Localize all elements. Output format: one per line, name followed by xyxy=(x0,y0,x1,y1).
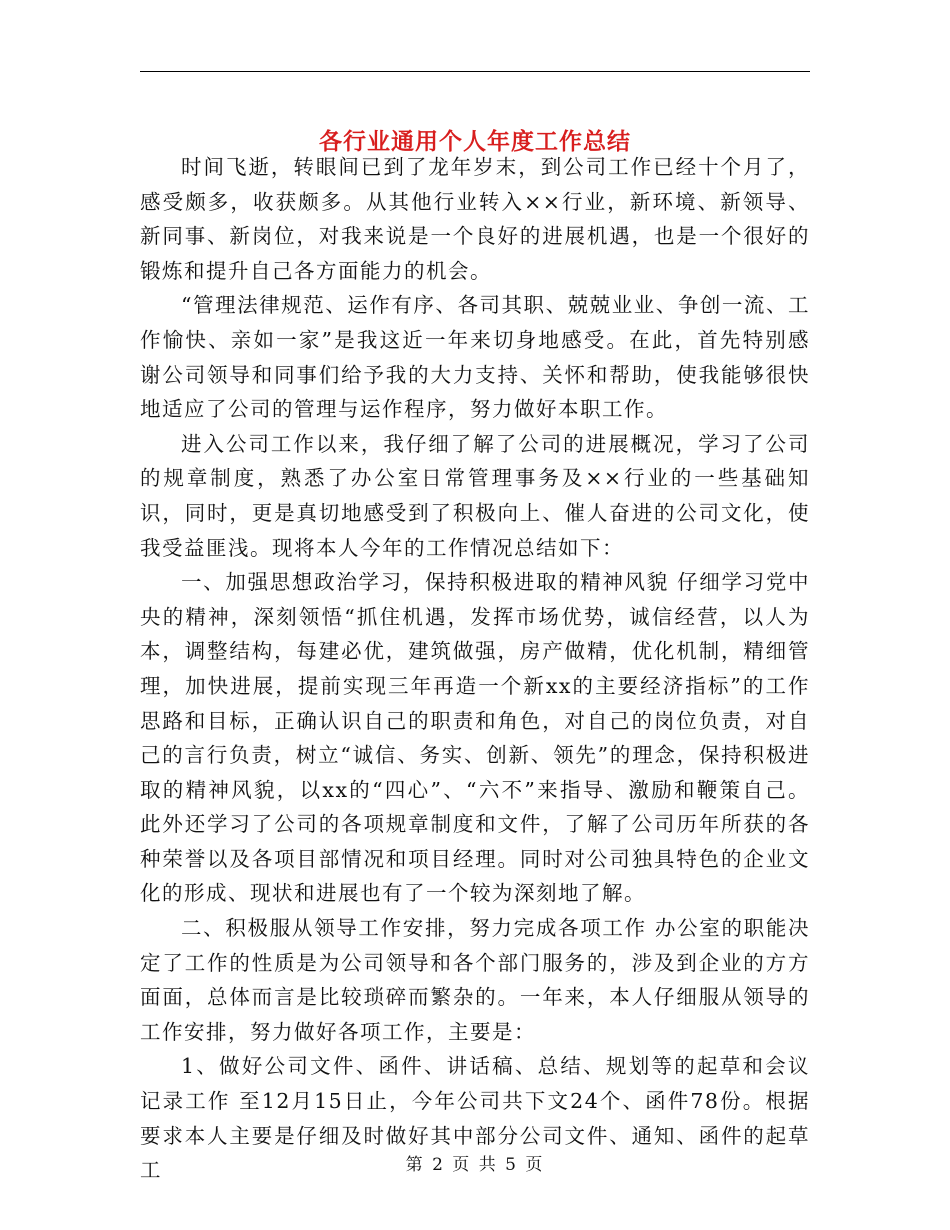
paragraph-item-one: 1、做好公司文件、函件、讲话稿、总结、规划等的起草和会议记录工作 至12月15日止，今年公司共下文24个、函件78份。根据要求本人主要是仔细及时做好其中部分公司文件、通知、函件的起草工 xyxy=(140,1054,810,1183)
paragraph-gratitude: “管理法律规范、运作有序、各司其职、兢兢业业、争创一流、工作愉快、亲如一家”是我这近一年来切身地感受。在此，首先特别感谢公司领导和同事们给予我的大力支持、关怀和帮助，使我能够很快地适应了公司的管理与运作程序，努力做好本职工作。 xyxy=(140,293,810,422)
paragraph-intro: 时间飞逝，转眼间已到了龙年岁末，到公司工作已经十个月了，感受颇多，收获颇多。从其他行业转入××行业，新环境、新领导、新同事、新岗位，对我来说是一个良好的进展机遇，也是一个很好的锻炼和提升自己各方面能力的机会。 xyxy=(140,155,810,283)
paragraph-section-two: 二、积极服从领导工作安排，努力完成各项工作 办公室的职能决定了工作的性质是为公司领导和各个部门服务的，涉及到企业的方方面面，总体而言是比较琐碎而繁杂的。一年来，本人仔细服从领导的工作安排，努力做好各项工作，主要是： xyxy=(140,916,810,1044)
document-body xyxy=(140,150,810,1188)
paragraph-section-one: 一、加强思想政治学习，保持积极进取的精神风貌 仔细学习党中央的精神，深刻领悟“抓住机遇，发挥市场优势，诚信经营，以人为本，调整结构，每建必优，建筑做强，房产做精，优化机制，精细管理，加快进展，提前实现三年再造一个新xx的主要经济指标”的工作思路和目标，正确认识自己的职责和角色，对自己的岗位负责，对自己的言行负责，树立“诚信、务实、创新、领先”的理念，保持积极进取的精神风貌，以xx的“四心”、“六不”来指导、激励和鞭策自己。 此外还学习了公司的各项规章制度和文件，了解了公司历年所获的各种荣誉以及各项目部情况和项目经理。同时对公司独具特色的企业文化的形成、现状和进展也有了一个较为深刻地了解。 xyxy=(140,570,810,906)
page-number: 第 2 页 共 5 页 xyxy=(405,1155,545,1175)
document-title: 各行业通用个人年度工作总结 xyxy=(319,128,631,156)
header-rule xyxy=(140,71,810,72)
paragraph-overview: 进入公司工作以来，我仔细了解了公司的进展概况，学习了公司的规章制度，熟悉了办公室日常管理事务及××行业的一些基础知识，同时，更是真切地感受到了积极向上、催人奋进的公司文化，使我受益匪浅。现将本人今年的工作情况总结如下： xyxy=(140,431,810,560)
